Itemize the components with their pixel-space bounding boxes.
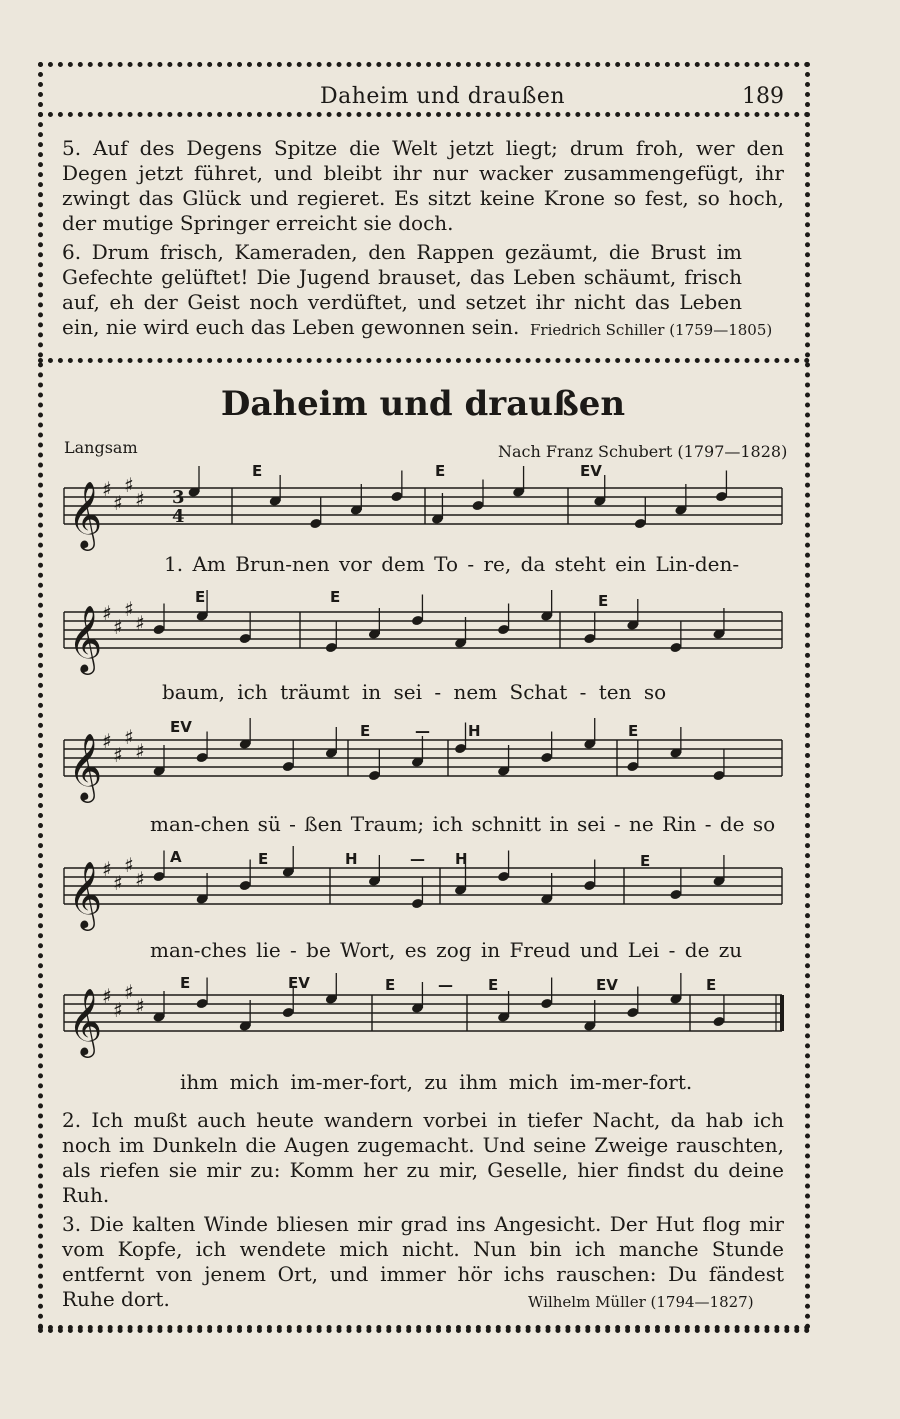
chord-label: E bbox=[435, 462, 446, 480]
chord-label: H bbox=[345, 850, 358, 868]
stanza-3: 3. Die kalten Winde bliesen mir grad ins Angesicht. Der Hut flog mir vom Kopfe, ich wendete mich nicht. Nun bin ich manche Stunde entfernt von jenem Ort, und immer hör ichs rauschen: Du fändest Ruhe dort. bbox=[62, 1212, 784, 1311]
chord-label: EV bbox=[288, 974, 310, 992]
treble-clef: 𝄞 bbox=[68, 987, 103, 1055]
previous-author: Friedrich Schiller (1759—1805) bbox=[530, 321, 773, 339]
sharp-sign: ♯ bbox=[102, 477, 112, 501]
composer-credit: Nach Franz Schubert (1797—1828) bbox=[498, 442, 788, 461]
sharp-sign: ♯ bbox=[124, 725, 134, 749]
sharp-sign: ♯ bbox=[113, 871, 123, 895]
song-title: Daheim und draußen bbox=[220, 384, 626, 424]
stanza-5: 5. Auf des Degens Spitze die Welt jetzt liegt; drum froh, wer den Degen jetzt führet, und bleibt ihr nur wacker zusammengefügt, ihr zwingt das Glück und regieret. Es sitzt keine Krone so fest, so hoch, der mutige Springer erreicht sie doch. bbox=[62, 136, 784, 235]
lyric-line-4: man-ches lie - be Wort, es zog in Freud und Lei - de zu bbox=[150, 938, 743, 962]
stanza-6: 6. Drum frisch, Kameraden, den Rappen gezäumt, die Brust im Gefechte gelüftet! Die Jugend brauset, das Leben schäumt, frisch auf, eh der Geist noch verdüftet, und setzet ihr nicht das Leben ein, nie wird euch das Leben gewonnen sein. bbox=[62, 240, 742, 339]
chord-label: E bbox=[180, 974, 191, 992]
sharp-sign: ♯ bbox=[124, 853, 134, 877]
sharp-sign: ♯ bbox=[135, 994, 145, 1018]
chord-label: E bbox=[195, 588, 206, 606]
sharp-sign: ♯ bbox=[102, 984, 112, 1008]
chord-label: A bbox=[170, 848, 182, 866]
treble-clef: 𝄞 bbox=[68, 732, 103, 800]
sharp-sign: ♯ bbox=[135, 867, 145, 891]
sharp-sign: ♯ bbox=[102, 601, 112, 625]
sharp-sign: ♯ bbox=[124, 980, 134, 1004]
chord-label: E bbox=[640, 852, 651, 870]
chord-label: E bbox=[598, 592, 609, 610]
chord-label: E bbox=[706, 976, 717, 994]
running-title: Daheim und draußen bbox=[320, 84, 566, 109]
lyric-line-1: 1. Am Brun-nen vor dem To - re, da steht ein Lin-den- bbox=[164, 552, 740, 576]
chord-label: E bbox=[330, 588, 341, 606]
footer-separator bbox=[38, 1328, 810, 1333]
treble-clef: 𝄞 bbox=[68, 480, 103, 548]
sharp-sign: ♯ bbox=[113, 998, 123, 1022]
sharp-sign: ♯ bbox=[135, 487, 145, 511]
chord-label: — bbox=[438, 976, 453, 994]
sharp-sign: ♯ bbox=[102, 857, 112, 881]
sharp-sign: ♯ bbox=[102, 729, 112, 753]
sharp-sign: ♯ bbox=[113, 743, 123, 767]
lyric-line-2: baum, ich träumt in sei - nem Schat - ten so bbox=[162, 680, 667, 704]
sharp-sign: ♯ bbox=[135, 739, 145, 763]
time-signature-top: 3 bbox=[172, 487, 185, 508]
chord-label: EV bbox=[580, 462, 602, 480]
chord-label: — bbox=[410, 850, 425, 868]
treble-clef: 𝄞 bbox=[68, 860, 103, 928]
chord-label: E bbox=[360, 722, 371, 740]
lyric-line-5: ihm mich im-mer-fort, zu ihm mich im-mer-fort. bbox=[180, 1070, 693, 1094]
sharp-sign: ♯ bbox=[113, 615, 123, 639]
chord-label: H bbox=[455, 850, 468, 868]
lyricist-credit: Wilhelm Müller (1794—1827) bbox=[528, 1293, 754, 1311]
page-number: 189 bbox=[742, 84, 784, 109]
chord-label: E bbox=[252, 462, 263, 480]
sharp-sign: ♯ bbox=[124, 473, 134, 497]
stanza-2: 2. Ich mußt auch heute wandern vorbei in tiefer Nacht, da hab ich noch im Dunkeln die Augen zugemacht. Und seine Zweige rauschten, als riefen sie mir zu: Komm her zu mir, Geselle, hier findst du deine Ruh. bbox=[62, 1108, 784, 1207]
chord-label: — bbox=[415, 722, 430, 740]
chord-label: E bbox=[385, 976, 396, 994]
sharp-sign: ♯ bbox=[113, 491, 123, 515]
chord-label: E bbox=[488, 976, 499, 994]
chord-label: E bbox=[628, 722, 639, 740]
chord-label: EV bbox=[596, 976, 618, 994]
treble-clef: 𝄞 bbox=[68, 604, 103, 672]
chord-label: EV bbox=[170, 718, 192, 736]
sharp-sign: ♯ bbox=[135, 611, 145, 635]
chord-label: E bbox=[258, 850, 269, 868]
time-signature-bottom: 4 bbox=[172, 506, 185, 527]
tempo-marking: Langsam bbox=[64, 438, 138, 457]
lyric-line-3: man-chen sü - ßen Traum; ich schnitt in sei - ne Rin - de so bbox=[150, 812, 776, 836]
chord-label: H bbox=[468, 722, 481, 740]
sharp-sign: ♯ bbox=[124, 597, 134, 621]
